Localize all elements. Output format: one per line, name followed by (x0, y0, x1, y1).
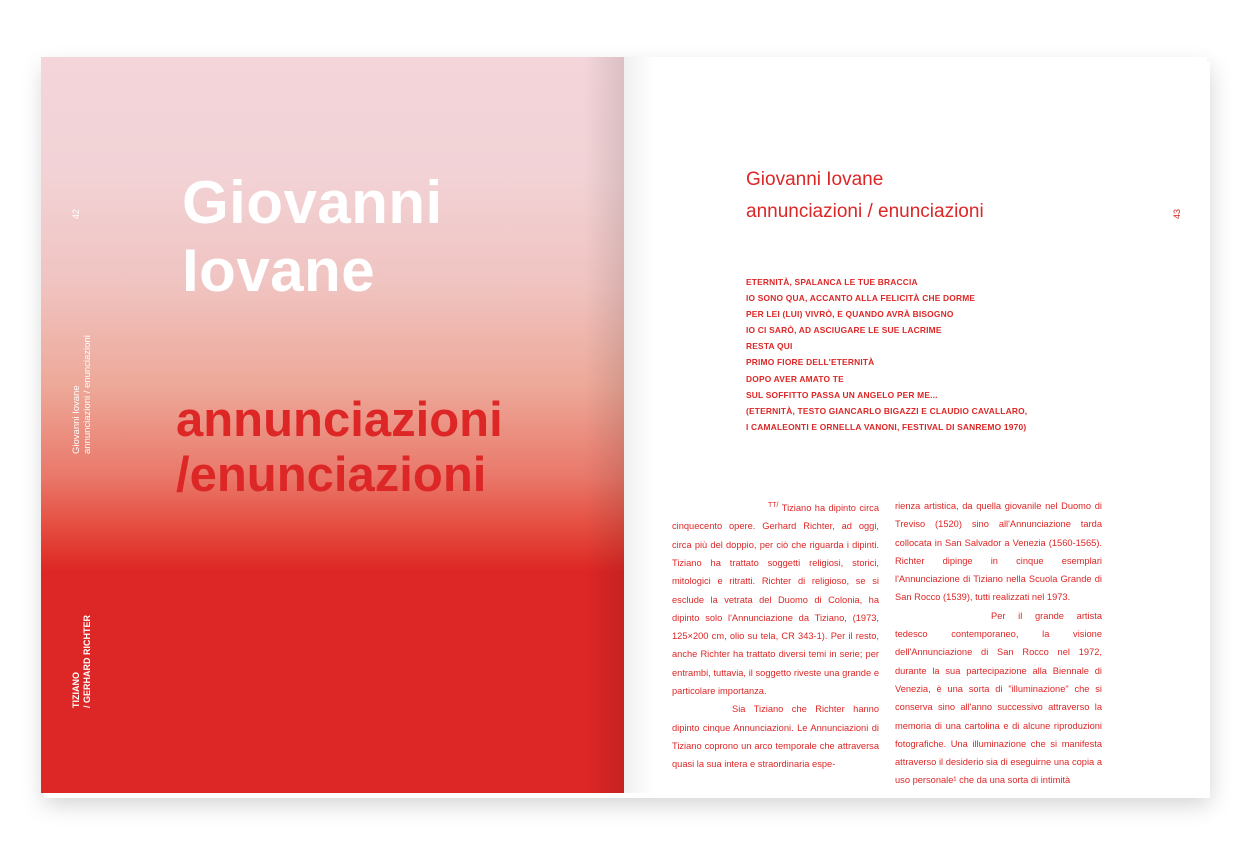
running-head-title: annunciazioni / enunciazioni (82, 335, 93, 454)
article-author: Giovanni Iovane (746, 169, 884, 190)
epigraph-line: PER LEI (LUI) VIVRÒ, E QUANDO AVRÀ BISOGNO (746, 309, 954, 320)
display-title-line-1: annunciazioni (176, 393, 503, 447)
epigraph-line: IO SONO QUA, ACCANTO ALLA FELICITÀ CHE DORME (746, 293, 976, 304)
epigraph-line: IO CI SARÒ, AD ASCIUGARE LE SUE LACRIME (746, 325, 942, 336)
section-label-line-2: / GERHARD RICHTER (82, 614, 92, 708)
epigraph-line: PRIMO FIORE DELL'ETERNITÀ (746, 357, 875, 368)
body-paragraph (672, 497, 879, 700)
epigraph-line: SUL SOFFITTO PASSA UN ANGELO PER ME... (746, 389, 938, 400)
left-running-head (71, 335, 93, 454)
display-author (182, 169, 602, 305)
left-page (41, 57, 624, 793)
left-page-number: 42 (71, 208, 81, 219)
body-paragraph: Sia Tiziano che Richter hanno dipinto cinque Annunciazioni. Le Annunciazioni di Tiziano coprono un arco temporale che attraversa quasi la sua intera e straordinaria espe- (672, 704, 879, 770)
running-head-author: Giovanni Iovane (71, 385, 82, 454)
paragraph-text: Tiziano ha dipinto circa cinquecento opere. Gerhard Richter, ad oggi, circa più del doppio, per ciò che riguarda i dipinti. Tiziano ha trattato soggetti religiosi, storici, mitologici e ritratti. Richter di religioso, se si esclude la vetrata del Duomo di Colonia, ha dipinto solo l'Annunciazione da Tiziano, (1973, 125×200 cm, olio su tela, CR 343-1). Per il resto, anche Richter ha trattato diversi temi in serie; per entrambi, tuttavia, il soggetto riveste una grande e particolare importanza. (672, 503, 879, 697)
display-author-line-1: Giovanni (182, 169, 443, 236)
section-label-line-1: TIZIANO (71, 672, 81, 708)
display-title (176, 393, 616, 503)
display-title-line-2: /enunciazioni (176, 448, 487, 502)
epigraph (746, 274, 1086, 435)
right-page-number: 43 (1172, 208, 1182, 219)
article-title: annunciazioni / enunciazioni (746, 201, 984, 222)
right-page (624, 57, 1207, 793)
body-column-2 (895, 497, 1102, 790)
epigraph-line: DOPO AVER AMATO TE (746, 373, 844, 384)
body-column-1 (672, 497, 879, 774)
body-paragraph: Per il grande artista tedesco contemporaneo, la visione dell'Annunciazione di San Rocco nel 1972, durante la sua partecipazione alla Biennale di Venezia, è una sorta di "illuminazione" che si conserva sino all'anno successivo attraverso la memoria di una cartolina e di alcune riproduzioni fotografiche. Una illuminazione che si manifesta attraverso il desiderio sia di eseguirne una copia a uso personale¹ che da una sorta di intimità (895, 610, 1102, 786)
left-section-label (71, 615, 93, 708)
body-paragraph: rienza artistica, da quella giovanile nel Duomo di Treviso (1520) sino all'Annunciazione tarda collocata in San Salvador a Venezia (1560-1565). Richter dipinge in cinque esemplari l'Annunciazione di Tiziano nella Scuola Grande di San Rocco (1539), tutti realizzati nel 1973. (895, 501, 1102, 603)
epigraph-line: I CAMALEONTI E ORNELLA VANONI, FESTIVAL DI SANREMO 1970) (746, 421, 1027, 432)
epigraph-line: ETERNITÀ, SPALANCA LE TUE BRACCIA (746, 277, 918, 287)
note-mark: TT/ (768, 502, 779, 509)
display-author-line-2: Iovane (182, 237, 376, 304)
epigraph-line: RESTA QUI (746, 341, 793, 352)
epigraph-line: (ETERNITÀ, TESTO GIANCARLO BIGAZZI E CLAUDIO CAVALLARO, (746, 405, 1028, 416)
